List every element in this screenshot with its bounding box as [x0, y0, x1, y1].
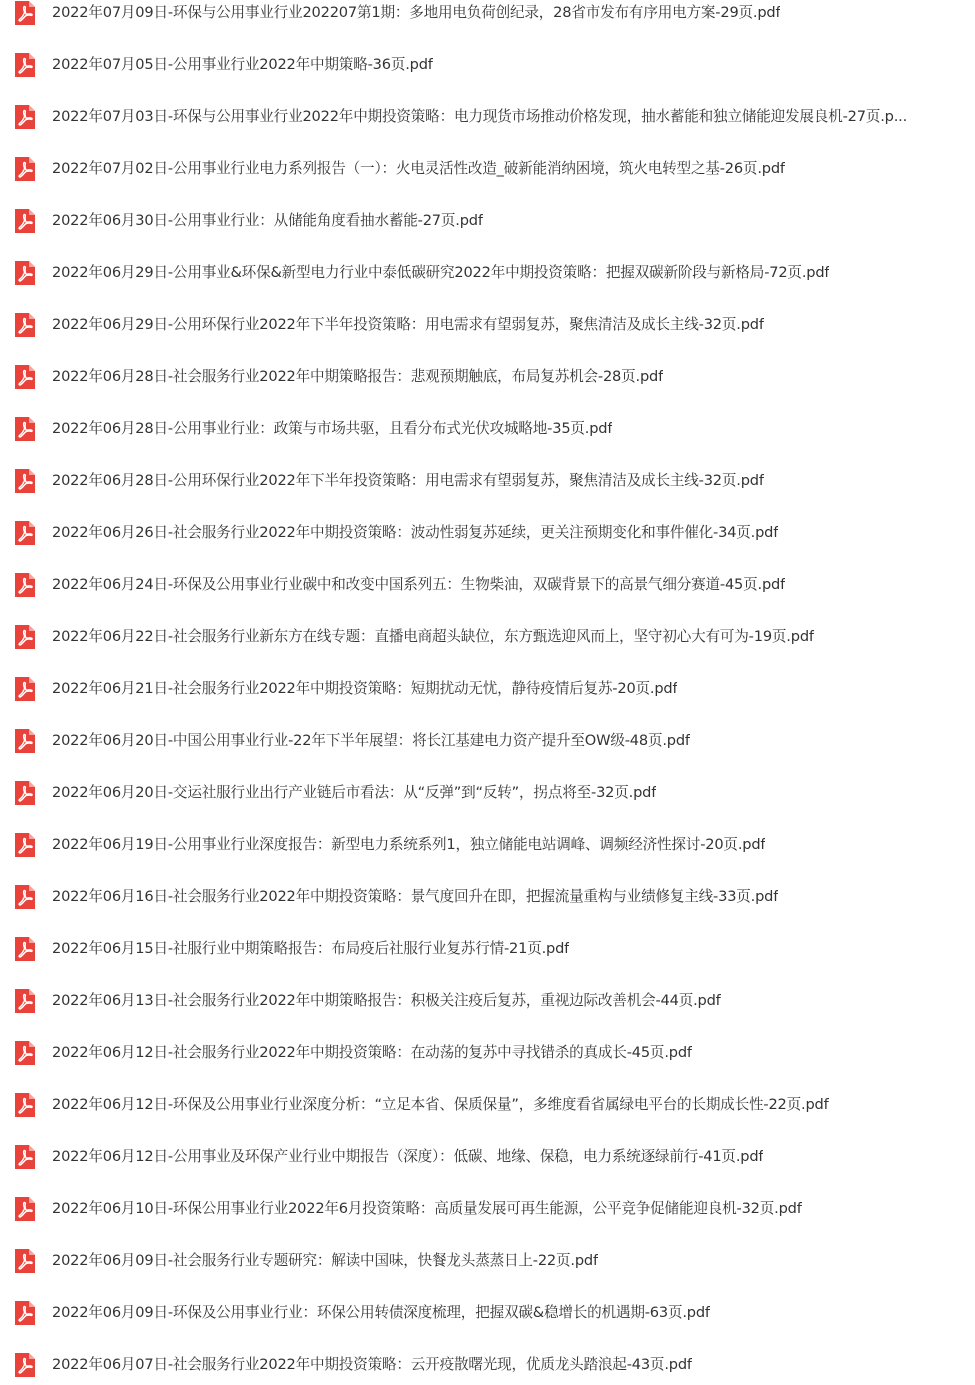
file-item[interactable]	[0, 1137, 975, 1177]
pdf-file-icon	[14, 208, 36, 234]
file-name: 2022年06月20日-交运社服行业出行产业链后市看法：从“反弹”到“反转”，拐点将至-32页.pdf	[52, 784, 657, 801]
file-item[interactable]	[0, 461, 975, 501]
pdf-file-icon	[14, 1300, 36, 1326]
file-name: 2022年06月09日-环保及公用事业行业：环保公用转债深度梳理，把握双碳&稳增长的机遇期-63页.pdf	[52, 1304, 710, 1321]
file-item[interactable]	[0, 669, 975, 709]
pdf-file-icon	[14, 468, 36, 494]
file-name: 2022年06月10日-环保公用事业行业2022年6月投资策略：高质量发展可再生能源，公平竞争促储能迎良机-32页.pdf	[52, 1200, 802, 1217]
file-name: 2022年06月21日-社会服务行业2022年中期投资策略：短期扰动无忧，静待疫情后复苏-20页.pdf	[52, 680, 678, 697]
file-item[interactable]	[0, 773, 975, 813]
file-name: 2022年06月22日-社会服务行业新东方在线专题：直播电商超头缺位，东方甄选迎风而上，坚守初心大有可为-19页.pdf	[52, 628, 814, 645]
file-item[interactable]	[0, 305, 975, 345]
pdf-file-icon	[14, 1196, 36, 1222]
file-item[interactable]	[0, 877, 975, 917]
pdf-file-icon	[14, 520, 36, 546]
file-name: 2022年06月13日-社会服务行业2022年中期策略报告：积极关注疫后复苏，重视边际改善机会-44页.pdf	[52, 992, 721, 1009]
pdf-file-icon	[14, 572, 36, 598]
file-name: 2022年06月19日-公用事业行业深度报告：新型电力系统系列1，独立储能电站调峰、调频经济性探讨-20页.pdf	[52, 836, 766, 853]
file-name: 2022年06月26日-社会服务行业2022年中期投资策略：波动性弱复苏延续，更关注预期变化和事件催化-34页.pdf	[52, 524, 779, 541]
file-item[interactable]	[0, 97, 975, 137]
file-item[interactable]	[0, 929, 975, 969]
file-name: 2022年06月28日-公用事业行业：政策与市场共驱，且看分布式光伏攻城略地-35页.pdf	[52, 420, 613, 437]
file-name: 2022年06月09日-社会服务行业专题研究：解读中国味，快餐龙头蒸蒸日上-22页.pdf	[52, 1252, 598, 1269]
file-item[interactable]	[0, 1189, 975, 1229]
file-item[interactable]	[0, 721, 975, 761]
file-item[interactable]	[0, 1033, 975, 1073]
file-name: 2022年07月09日-环保与公用事业行业202207第1期：多地用电负荷创纪录，28省市发布有序用电方案-29页.pdf	[52, 4, 781, 21]
file-item[interactable]	[0, 0, 975, 33]
file-item[interactable]	[0, 409, 975, 449]
pdf-file-icon	[14, 52, 36, 78]
file-name: 2022年07月05日-公用事业行业2022年中期策略-36页.pdf	[52, 56, 433, 73]
pdf-file-icon	[14, 0, 36, 26]
file-item[interactable]	[0, 565, 975, 605]
file-item[interactable]	[0, 357, 975, 397]
file-name: 2022年06月12日-公用事业及环保产业行业中期报告（深度）：低碳、地缘、保稳，电力系统逐绿前行-41页.pdf	[52, 1148, 764, 1165]
file-item[interactable]	[0, 1241, 975, 1281]
file-name: 2022年06月24日-环保及公用事业行业碳中和改变中国系列五：生物柴油，双碳背景下的高景气细分赛道-45页.pdf	[52, 576, 786, 593]
pdf-file-icon	[14, 1352, 36, 1378]
file-name: 2022年07月03日-环保与公用事业行业2022年中期投资策略：电力现货市场推动价格发现，抽水蓄能和独立储能迎发展良机-27页.p...	[52, 108, 908, 125]
file-name: 2022年06月15日-社服行业中期策略报告：布局疫后社服行业复苏行情-21页.pdf	[52, 940, 570, 957]
file-name: 2022年06月28日-社会服务行业2022年中期策略报告：悲观预期触底，布局复苏机会-28页.pdf	[52, 368, 664, 385]
file-name: 2022年06月16日-社会服务行业2022年中期投资策略：景气度回升在即，把握流量重构与业绩修复主线-33页.pdf	[52, 888, 779, 905]
pdf-file-icon	[14, 1248, 36, 1274]
pdf-file-icon	[14, 624, 36, 650]
file-name: 2022年06月30日-公用事业行业：从储能角度看抽水蓄能-27页.pdf	[52, 212, 483, 229]
pdf-file-icon	[14, 1144, 36, 1170]
file-name: 2022年06月12日-环保及公用事业行业深度分析：“立足本省、保质保量”，多维度看省属绿电平台的长期成长性-22页.pdf	[52, 1096, 829, 1113]
file-item[interactable]	[0, 149, 975, 189]
pdf-file-icon	[14, 1040, 36, 1066]
pdf-file-icon	[14, 884, 36, 910]
file-name: 2022年07月02日-公用事业行业电力系列报告（一）：火电灵活性改造_破新能消纳困境，筑火电转型之基-26页.pdf	[52, 160, 785, 177]
file-item[interactable]	[0, 45, 975, 85]
file-item[interactable]	[0, 513, 975, 553]
pdf-file-icon	[14, 832, 36, 858]
file-item[interactable]	[0, 617, 975, 657]
pdf-file-icon	[14, 260, 36, 286]
pdf-file-icon	[14, 104, 36, 130]
file-item[interactable]	[0, 981, 975, 1021]
file-item[interactable]	[0, 201, 975, 241]
pdf-file-icon	[14, 156, 36, 182]
file-item[interactable]	[0, 253, 975, 293]
file-item[interactable]	[0, 1085, 975, 1125]
pdf-file-icon	[14, 416, 36, 442]
pdf-file-icon	[14, 728, 36, 754]
file-name: 2022年06月28日-公用环保行业2022年下半年投资策略：用电需求有望弱复苏，聚焦清洁及成长主线-32页.pdf	[52, 472, 764, 489]
pdf-file-icon	[14, 364, 36, 390]
file-item[interactable]	[0, 1345, 975, 1385]
file-item[interactable]	[0, 1293, 975, 1333]
file-item[interactable]	[0, 825, 975, 865]
file-name: 2022年06月29日-公用环保行业2022年下半年投资策略：用电需求有望弱复苏，聚焦清洁及成长主线-32页.pdf	[52, 316, 764, 333]
file-name: 2022年06月29日-公用事业&环保&新型电力行业中泰低碳研究2022年中期投资策略：把握双碳新阶段与新格局-72页.pdf	[52, 264, 830, 281]
file-name: 2022年06月20日-中国公用事业行业-22年下半年展望：将长江基建电力资产提升至OW级-48页.pdf	[52, 732, 690, 749]
pdf-file-icon	[14, 676, 36, 702]
pdf-file-icon	[14, 312, 36, 338]
file-name: 2022年06月07日-社会服务行业2022年中期投资策略：云开疫散曙光现，优质龙头踏浪起-43页.pdf	[52, 1356, 692, 1373]
pdf-file-icon	[14, 988, 36, 1014]
pdf-file-icon	[14, 1092, 36, 1118]
file-name: 2022年06月12日-社会服务行业2022年中期投资策略：在动荡的复苏中寻找错杀的真成长-45页.pdf	[52, 1044, 692, 1061]
pdf-file-icon	[14, 780, 36, 806]
pdf-file-icon	[14, 936, 36, 962]
